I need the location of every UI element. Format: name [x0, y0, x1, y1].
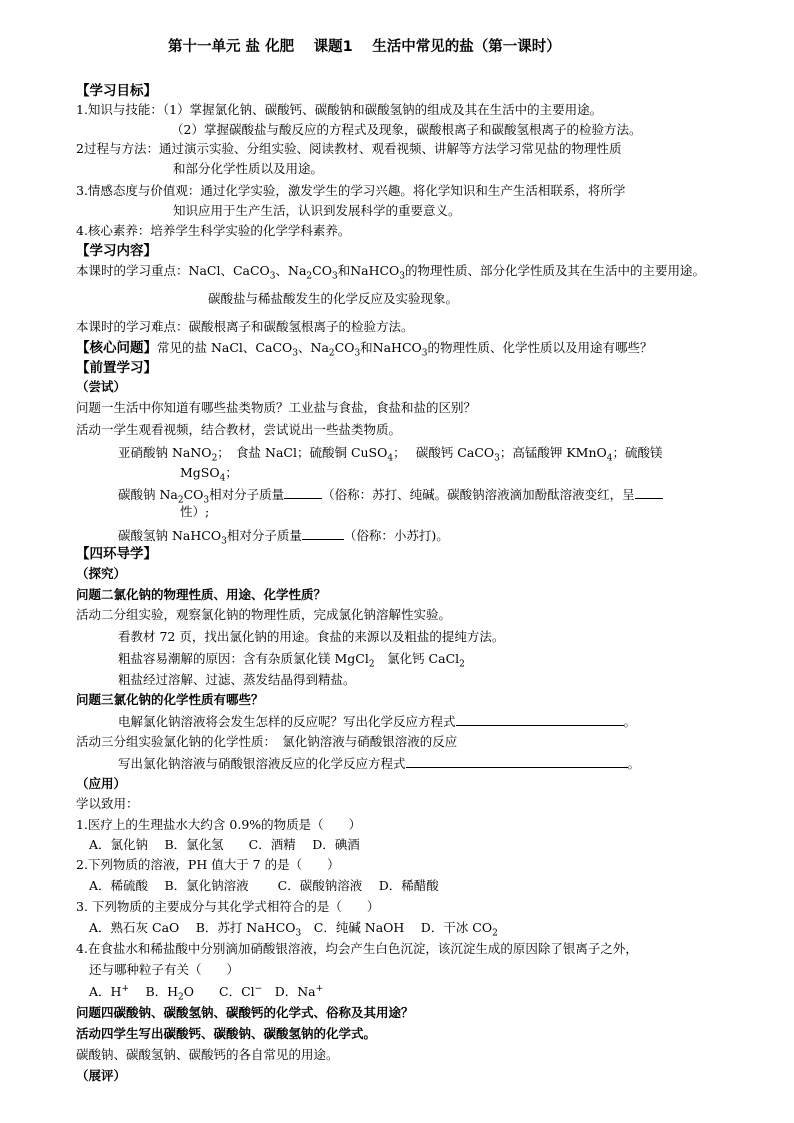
review-label: （展评） — [76, 1068, 127, 1083]
goal-attitude: 3.情感态度与价值观：通过化学实验，激发学生的学习兴趣。将化学知识和生产生活相联系，将所学 — [76, 183, 626, 198]
explore-label: （探究） — [76, 566, 127, 581]
question-2: 问题二氯化钠的物理性质、用途、化学性质？ — [76, 587, 327, 602]
molar-mass-blank-2[interactable] — [302, 527, 344, 540]
goal-knowledge: 1.知识与技能：（1）掌握氯化钠、碳酸钙、碳酸钠和碳酸氢钠的组成及其在生活中的主要用途。 — [76, 102, 603, 117]
sodium-bicarbonate-line: 碳酸氢钠 NaHCO$_3$相对分子质量 （俗称：小苏打)。 — [118, 528, 449, 547]
question-4: 问题四碳酸钠、碳酸氢钠、碳酸钙的化学式、俗称及其用途？ — [76, 1005, 414, 1020]
quiz-question-2: 2.下列物质的溶液，PH 值大于 7 的是（ ） — [76, 857, 340, 872]
goal-core: 4.核心素养：培养学生科学实验的化学学科素养。 — [76, 223, 351, 238]
property-blank[interactable] — [635, 486, 663, 499]
learning-focus: 本课时的学习重点：NaCl、CaCO$_3$、$Na_2CO_3$和NaHCO$_3$的物理性质、部分化学性质及其在生活中的主要用途。 — [76, 263, 706, 282]
activity-4: 活动四学生写出碳酸钙、碳酸钠、碳酸氢钠的化学式。 — [76, 1026, 377, 1041]
learning-difficulty: 本课时的学习难点：碳酸根离子和碳酸氢根离子的检验方法。 — [76, 319, 414, 334]
activity-2-line-2: 粗盐容易潮解的原因：含有杂质氯化镁 MgCl$_2$ 氯化钙 CaCl$_2$ — [118, 651, 465, 670]
salt-examples: 亚硝酸钠 NaNO$_2$； 食盐 NaCl；硫酸铜 CuSO$_4$； 碳酸钙 CaCO$_3$；高锰酸钾 KMnO$_4$；硫酸镁 — [118, 445, 663, 464]
goal-knowledge-2: （2）掌握碳酸盐与酸反应的方程式及现象，碳酸根离子和碳酸氢根离子的检验方法。 — [171, 122, 642, 137]
salt-examples-2: MgSO$_4$； — [180, 465, 238, 484]
quiz-options-2: A．稀硫酸 B．氯化钠溶液 C．碳酸钠溶液 D．稀醋酸 — [89, 878, 439, 893]
quiz-question-4-line-2: 还与哪种粒子有关（ ） — [89, 962, 240, 977]
quiz-options-3: A．熟石灰 CaO B．苏打 NaHCO$_3$ C．纯碱 NaOH D．干冰 $CO_2$ — [89, 920, 498, 939]
question-3: 问题三氯化钠的化学性质有哪些？ — [76, 692, 264, 707]
quiz-options-1: A．氯化钠 B．氯化氢 C．酒精 D．碘酒 — [89, 837, 360, 852]
activity-2-line-1: 看教材 72 页，找出氯化钠的用途。食盐的来源以及粗盐的提纯方法。 — [118, 629, 505, 644]
goal-attitude-2: 知识应用于生产生活，认识到发展科学的重要意义。 — [173, 203, 461, 218]
section-heading-goals: 【学习目标】 — [76, 83, 157, 99]
core-question: 【核心问题】常见的盐 NaCl、CaCO$_3$、$Na_2CO_3$和NaHCO$_3$的物理性质、化学性质以及用途有哪些？ — [76, 340, 653, 359]
molar-mass-blank[interactable] — [284, 486, 322, 499]
quiz-question-4: 4.在食盐水和稀盐酸中分别滴加硝酸银溶液，均会产生白色沉淀，该沉淀生成的原因除了银离子之外， — [76, 941, 638, 956]
question-1: 问题一生活中你知道有哪些盐类物质？工业盐与食盐，食盐和盐的区别？ — [76, 400, 477, 415]
activity-2: 活动二分组实验，观察氯化钠的物理性质，完成氯化钠溶解性实验。 — [76, 607, 452, 622]
activity-3-line-1: 写出氯化钠溶液与硝酸银溶液反应的化学反应方程式 。 — [118, 756, 641, 771]
equation-blank-2[interactable] — [406, 755, 628, 768]
quiz-question-1: 1.医疗上的生理盐水大约含 0.9%的物质是（ ） — [76, 817, 362, 832]
section-heading-pre: 【前置学习】 — [76, 360, 157, 376]
apply-label: （应用） — [76, 776, 127, 791]
activity-3: 活动三分组实验氯化钠的化学性质： 氯化钠溶液与硝酸银溶液的反应 — [76, 734, 458, 749]
activity-2-line-3: 粗盐经过溶解、过滤、蒸发结晶得到精盐。 — [118, 672, 356, 687]
page-title: 第十一单元 盐 化肥 课题1 生活中常见的盐（第一课时） — [168, 39, 561, 55]
section-heading-content: 【学习内容】 — [76, 243, 157, 259]
goal-process-2: 和部分化学性质以及用途。 — [173, 161, 324, 176]
sodium-carbonate-line-2: 性）; — [180, 504, 210, 519]
sodium-carbonate-line: 碳酸钠 $Na_2CO_3$相对分子质量 （俗称：苏打、纯碱。碳酸钠溶液滴加酚酞溶液变红，呈 — [118, 486, 663, 503]
electrolysis-line: 电解氯化钠溶液将会发生怎样的反应呢？写出化学反应方程式 。 — [118, 714, 637, 729]
goal-process: 2过程与方法：通过演示实验、分组实验、阅读教材、观看视频、讲解等方法学习常见盐的物理性质 — [76, 141, 622, 156]
try-label: （尝试） — [76, 379, 127, 394]
section-heading-guide: 【四环导学】 — [76, 546, 157, 562]
learning-focus-2: 碳酸盐与稀盐酸发生的化学反应及实验现象。 — [208, 291, 459, 306]
quiz-question-3: 3. 下列物质的主要成分与其化学式相符合的是（ ） — [76, 899, 380, 914]
quiz-options-4: A．H+ B．$H_2O$ C．Cl− D．Na+ — [89, 983, 324, 1003]
uses-line: 碳酸钠、碳酸氢钠、碳酸钙的各自常见的用途。 — [76, 1047, 339, 1062]
equation-blank-1[interactable] — [456, 713, 624, 726]
activity-1: 活动一学生观看视频，结合教材，尝试说出一些盐类物质。 — [76, 422, 402, 437]
apply-intro: 学以致用： — [76, 796, 139, 811]
